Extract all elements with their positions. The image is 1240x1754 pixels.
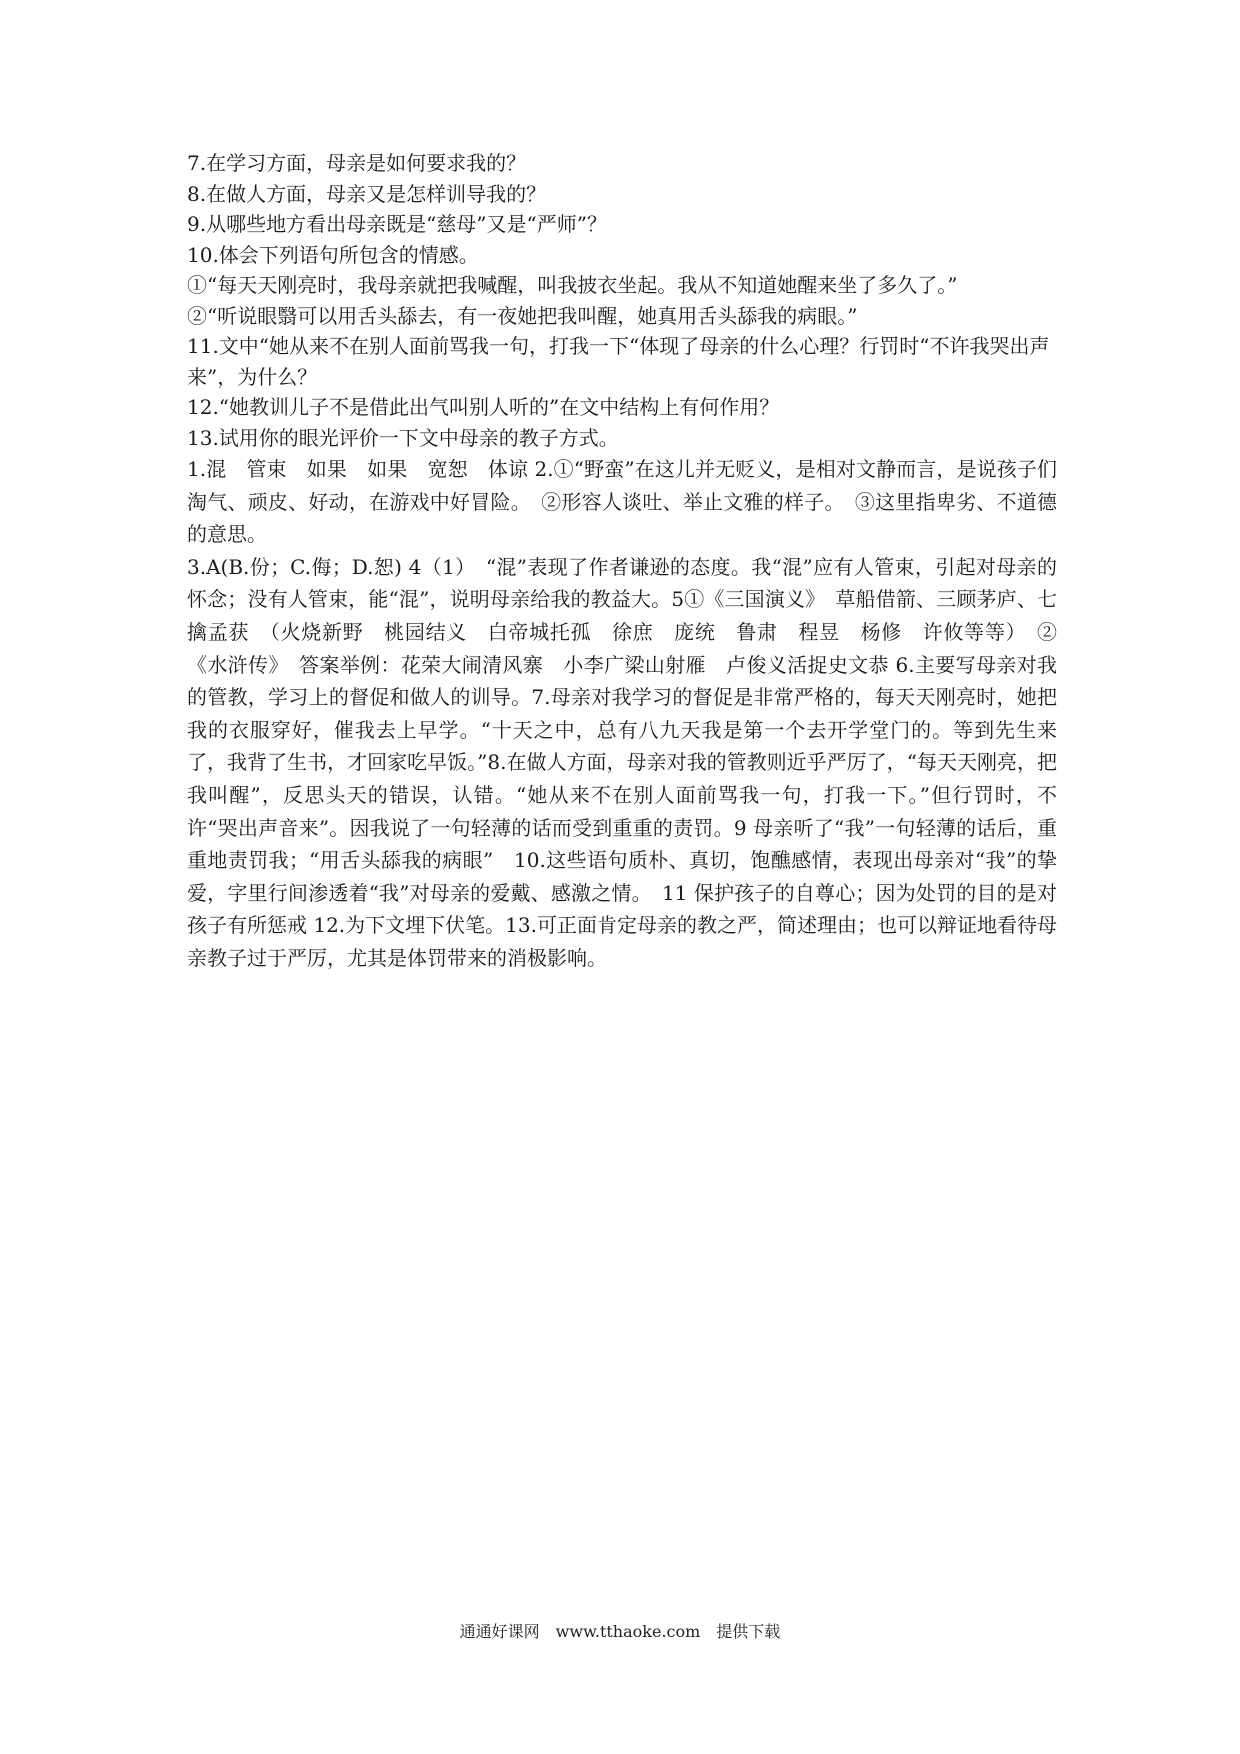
question-10-sentence-1: ①“每天天刚亮时，我母亲就把我喊醒，叫我披衣坐起。我从不知道她醒来坐了多久了。” (187, 273, 958, 297)
question-12: 12.“她教训儿子不是借此出气叫别人听的”在文中结构上有何作用？ (187, 395, 780, 419)
question-13: 13.试用你的眼光评价一下文中母亲的教子方式。 (187, 425, 619, 450)
question-10: 10.体会下列语句所包含的情感。 (187, 242, 479, 267)
page-footer: 通通好课网 www.tthaoke.com 提供下载 (459, 1622, 781, 1641)
question-7: 7.在学习方面，母亲是如何要求我的？ (187, 151, 527, 175)
question-10-sentence-2: ②“听说眼翳可以用舌头舔去，有一夜她把我叫醒，她真用舌头舔我的病眼。” (187, 303, 858, 328)
answers-part-1: 1.混 管束 如果 如果 宽恕 体谅 2.①“野蛮”在这儿并无贬义，是相对文静而言，是说孩子们淘气、顽皮、好动，在游戏中好冒险。 ②形容人谈吐、举止文雅的样子。 ③这里指卑劣、不道德的意思。 (187, 457, 1057, 547)
question-8: 8.在做人方面，母亲又是怎样训导我的？ (187, 181, 547, 206)
question-9: 9.从哪些地方看出母亲既是“慈母”又是“严师”？ (187, 212, 607, 236)
answers-part-2: 3.A(B.份；C.侮；D.恕) 4（1） “混”表现了作者谦逊的态度。我“混”应有人管束，引起对母亲的怀念；没有人管束，能“混”，说明母亲给我的教益大。5①《三国演义》 草船借箭、三顾茅庐、七擒孟获 （火烧新野 桃园结义 白帝城托孤 徐庶 庞统 鲁肃 程昱 杨修 许攸等等） ②《水浒传》 答案举例：花荣大闹清风寨 小李广梁山射雁 卢俊义活捉史文恭 6.主要写母亲对我的管教，学习上的督促和做人的训导。7.母亲对我学习的督促是非常严格的，每天天刚亮时，她把我的衣服穿好，催我去上早学。“十天之中，总有八九天我是第一个去开学堂门的。等到先生来了，我背了生书，才回家吃早饭。”8.在做人方面，母亲对我的管教则近乎严厉了，“每天天刚亮，把我叫醒”，反思头天的错误，认错。“她从来不在别人面前骂我一句，打我一下。”但行罚时，不许“哭出声音来”。因我说了一句轻薄的话而受到重重的责罚。9 母亲听了“我”一句轻薄的话后，重重地责罚我；“用舌头舔我的病眼” 10.这些语句质朴、真切，饱醮感情，表现出母亲对“我”的挚爱，字里行间渗透着“我”对母亲的爱戴、感激之情。 11 保护孩子的自尊心；因为处罚的目的是对孩子有所惩戒 12.为下文埋下伏笔。13.可正面肯定母亲的教之严，简述理由；也可以辩证地看待母亲教子过于严厉，尤其是体罚带来的消极影响。 (187, 554, 1057, 970)
document-body (187, 148, 1057, 975)
question-11: 11.文中“她从来不在别人面前骂我一句，打我一下“体现了母亲的什么心理？行罚时“不许我哭出声来”，为什么？ (187, 334, 1050, 389)
